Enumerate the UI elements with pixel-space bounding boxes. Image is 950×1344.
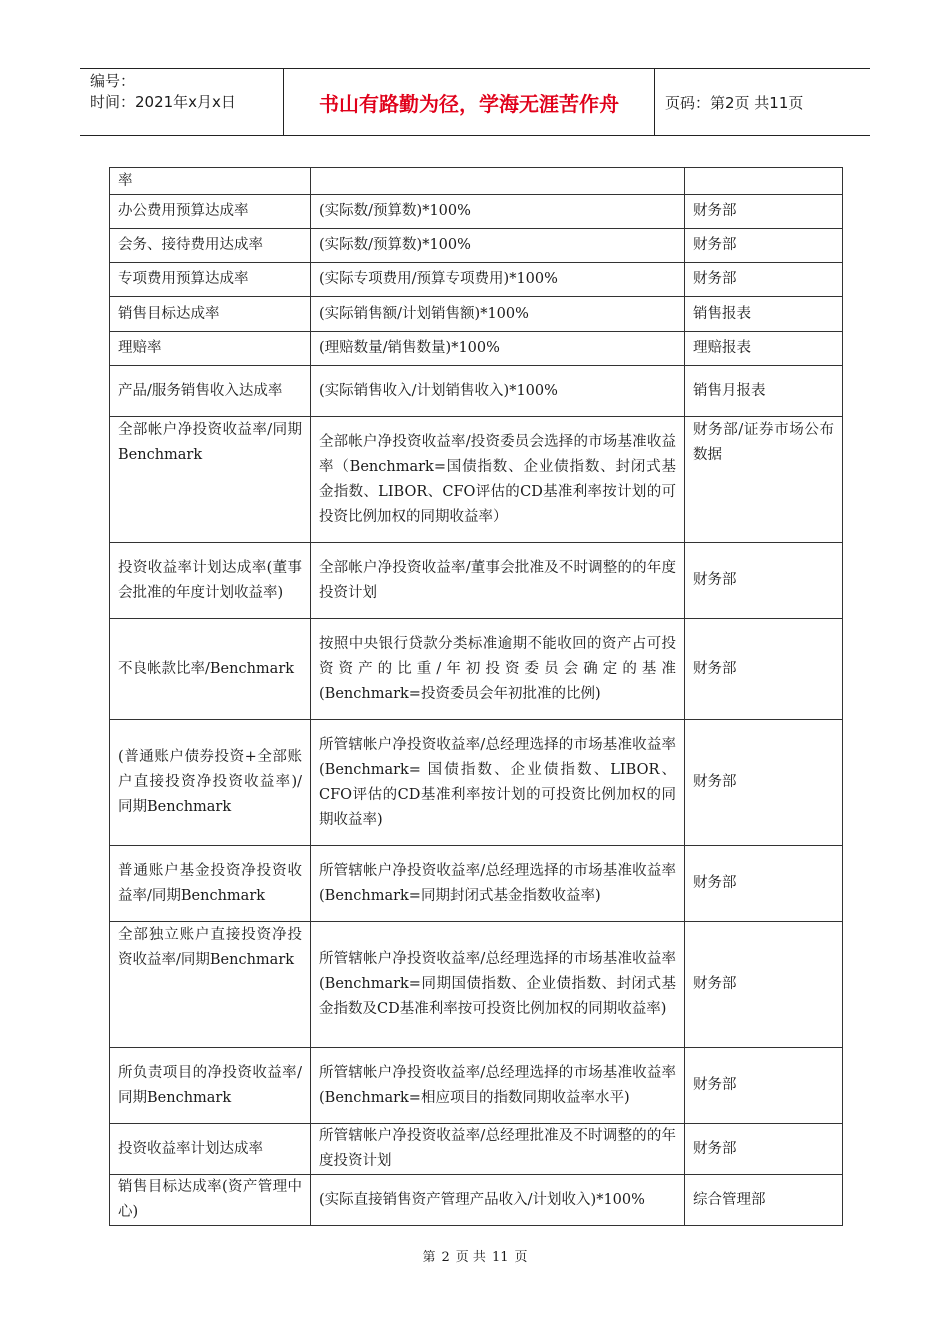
metric-cell: 率 [110, 168, 311, 195]
page-footer [0, 1246, 950, 1265]
table-row [110, 846, 843, 922]
formula-cell: (实际销售额/计划销售额)*100% [311, 297, 685, 332]
table-row [110, 168, 843, 195]
formula-cell: (实际数/预算数)*100% [311, 195, 685, 229]
table-row [110, 922, 843, 1048]
source-cell: 财务部 [685, 1124, 843, 1175]
source-cell: 财务部 [685, 195, 843, 229]
table-row [110, 332, 843, 366]
metric-cell: 投资收益率计划达成率 [110, 1124, 311, 1175]
metric-cell: 销售目标达成率(资产管理中心) [110, 1175, 311, 1226]
footer-mid: 页 共 [455, 1250, 486, 1265]
source-cell: 销售报表 [685, 297, 843, 332]
formula-cell: (实际直接销售资产管理产品收入/计划收入)*100% [311, 1175, 685, 1226]
page-header [80, 68, 870, 136]
doc-number-label: 编号： [90, 72, 136, 90]
date-label: 时间：2021年x月x日 [90, 93, 236, 111]
source-cell: 理赔报表 [685, 332, 843, 366]
formula-cell: 所管辖帐户净投资收益率/总经理批准及不时调整的的年度投资计划 [311, 1124, 685, 1175]
metric-cell: 专项费用预算达成率 [110, 263, 311, 297]
metric-cell: 全部独立账户直接投资净投资收益率/同期Benchmark [110, 922, 311, 1048]
source-cell: 财务部/证券市场公布数据 [685, 417, 843, 543]
formula-cell: 所管辖帐户净投资收益率/总经理选择的市场基准收益率(Benchmark= 国债指数、企业债指数、LIBOR、CFO评估的CD基准利率按计划的可投资比例加权的同期收益率) [311, 720, 685, 846]
table-row [110, 1175, 843, 1226]
table-row [110, 1124, 843, 1175]
table-row [110, 417, 843, 543]
formula-cell: 所管辖帐户净投资收益率/总经理选择的市场基准收益率(Benchmark=相应项目的指数同期收益率水平) [311, 1048, 685, 1124]
metric-cell: 全部帐户净投资收益率/同期 Benchmark [110, 417, 311, 543]
table-row [110, 195, 843, 229]
metric-cell: 投资收益率计划达成率(董事会批准的年度计划收益率) [110, 543, 311, 619]
source-cell: 财务部 [685, 922, 843, 1048]
formula-cell: (实际专项费用/预算专项费用)*100% [311, 263, 685, 297]
source-cell: 综合管理部 [685, 1175, 843, 1226]
metric-cell: 所负责项目的净投资收益率/同期Benchmark [110, 1048, 311, 1124]
source-cell: 财务部 [685, 263, 843, 297]
footer-total-pages: 11 [491, 1250, 509, 1265]
metric-cell: 理赔率 [110, 332, 311, 366]
footer-prefix: 第 [422, 1250, 436, 1265]
formula-cell: 全部帐户净投资收益率/董事会批准及不时调整的的年度投资计划 [311, 543, 685, 619]
source-cell: 财务部 [685, 846, 843, 922]
table-row [110, 229, 843, 263]
table-row [110, 619, 843, 720]
metric-cell: 销售目标达成率 [110, 297, 311, 332]
metric-cell: (普通账户债券投资+全部账户直接投资净投资收益率)/同期Benchmark [110, 720, 311, 846]
footer-current-page: 2 [441, 1250, 450, 1265]
header-motto: 书山有路勤为径，学海无涯苦作舟 [283, 69, 655, 135]
formula-cell: 按照中央银行贷款分类标准逾期不能收回的资产占可投资资产的比重/年初投资委员会确定的基准(Benchmark=投资委员会年初批准的比例) [311, 619, 685, 720]
table-row [110, 1048, 843, 1124]
header-page-info: 页码：第2页 共11页 [665, 93, 804, 112]
source-cell [685, 168, 843, 195]
source-cell: 销售月报表 [685, 366, 843, 417]
source-cell: 财务部 [685, 720, 843, 846]
metric-cell: 产品/服务销售收入达成率 [110, 366, 311, 417]
header-meta [80, 69, 283, 135]
formula-cell: (理赔数量/销售数量)*100% [311, 332, 685, 366]
source-cell: 财务部 [685, 619, 843, 720]
source-cell: 财务部 [685, 229, 843, 263]
metric-cell: 普通账户基金投资净投资收益率/同期Benchmark [110, 846, 311, 922]
footer-suffix: 页 [514, 1250, 528, 1265]
source-cell: 财务部 [685, 543, 843, 619]
table-row [110, 543, 843, 619]
table-row [110, 720, 843, 846]
formula-cell: (实际数/预算数)*100% [311, 229, 685, 263]
table-row [110, 366, 843, 417]
table-row [110, 297, 843, 332]
table-row [110, 263, 843, 297]
metric-cell: 办公费用预算达成率 [110, 195, 311, 229]
source-cell: 财务部 [685, 1048, 843, 1124]
metric-cell: 会务、接待费用达成率 [110, 229, 311, 263]
formula-cell: (实际销售收入/计划销售收入)*100% [311, 366, 685, 417]
formula-cell: 所管辖帐户净投资收益率/总经理选择的市场基准收益率(Benchmark=同期国债指数、企业债指数、封闭式基金指数及CD基准利率按可投资比例加权的同期收益率) [311, 922, 685, 1048]
formula-cell [311, 168, 685, 195]
formula-cell: 全部帐户净投资收益率/投资委员会选择的市场基准收益率（Benchmark=国债指数、企业债指数、封闭式基金指数、LIBOR、CFO评估的CD基准利率按计划的可投资比例加权的同期收益率） [311, 417, 685, 543]
formula-cell: 所管辖帐户净投资收益率/总经理选择的市场基准收益率(Benchmark=同期封闭式基金指数收益率) [311, 846, 685, 922]
kpi-table [109, 167, 843, 1226]
metric-cell: 不良帐款比率/Benchmark [110, 619, 311, 720]
